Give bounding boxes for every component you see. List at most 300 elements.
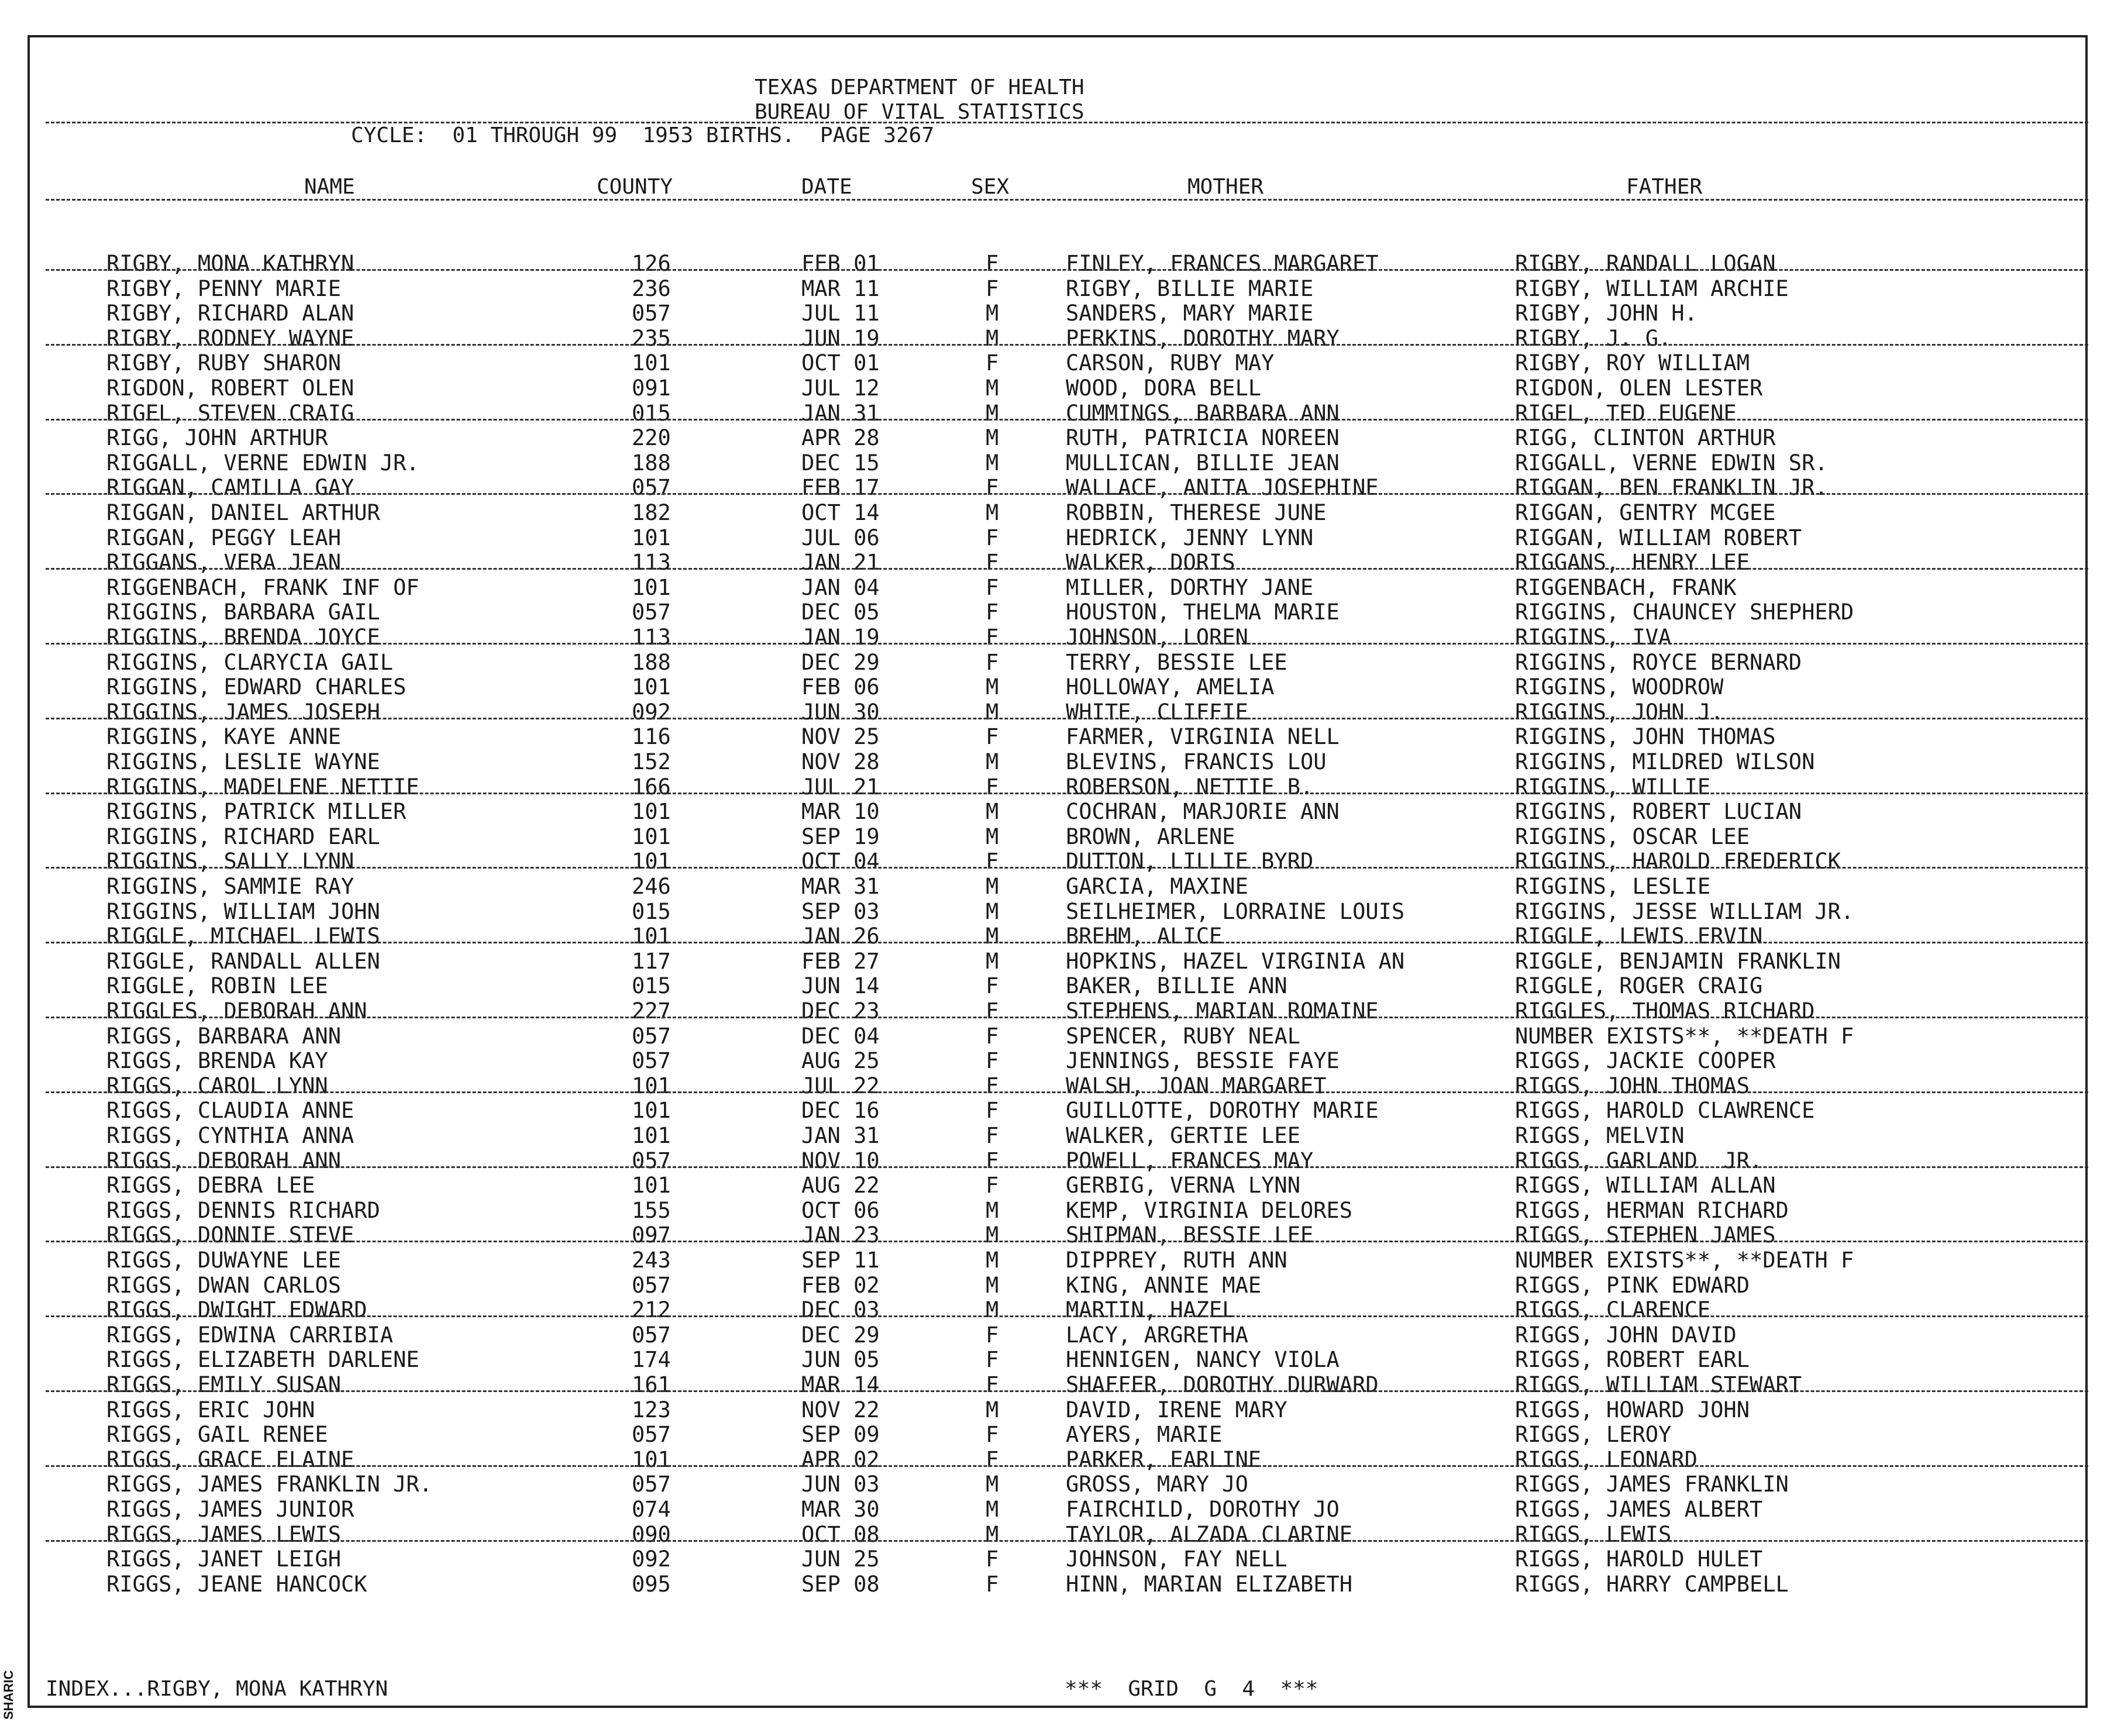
cell-county: 188 xyxy=(632,450,671,476)
cell-sex: M xyxy=(986,874,999,899)
cell-sex: F xyxy=(986,475,999,501)
cell-father: RIGGINS, LESLIE xyxy=(1515,874,1711,899)
table-row xyxy=(0,725,2114,749)
cell-father: RIGGS, CLARENCE xyxy=(1515,1297,1711,1323)
cell-mother: JENNINGS, BESSIE FAYE xyxy=(1066,1048,1340,1074)
cell-name: RIGGLE, ROBIN LEE xyxy=(106,973,328,999)
cell-mother: HENNIGEN, NANCY VIOLA xyxy=(1066,1347,1340,1373)
cell-sex: F xyxy=(986,550,999,576)
cell-sex: M xyxy=(986,500,999,525)
cell-date: JUN 14 xyxy=(801,973,880,999)
cell-mother: SEILHEIMER, LORRAINE LOUIS xyxy=(1066,898,1405,924)
cell-date: NOV 22 xyxy=(801,1397,880,1422)
cell-county: 101 xyxy=(632,674,671,700)
cell-sex: F xyxy=(986,1123,999,1148)
cell-date: FEB 27 xyxy=(801,948,880,974)
cell-mother: GUILLOTTE, DOROTHY MARIE xyxy=(1066,1098,1379,1124)
table-row xyxy=(0,576,2114,600)
table-row xyxy=(0,600,2114,625)
cell-name: RIGGS, DEBRA LEE xyxy=(106,1173,315,1198)
cell-county: 101 xyxy=(632,525,671,550)
table-row xyxy=(0,1497,2114,1522)
table-row xyxy=(0,800,2114,824)
cell-county: 116 xyxy=(632,724,671,750)
cell-name: RIGGS, JAMES FRANKLIN JR. xyxy=(106,1472,432,1497)
cell-sex: M xyxy=(986,1297,999,1323)
cell-name: RIGGALL, VERNE EDWIN JR. xyxy=(106,450,419,476)
cell-mother: PERKINS, DOROTHY MARY xyxy=(1066,325,1340,351)
side-stamp: SHARIC xyxy=(1,1670,16,1720)
cell-date: JAN 31 xyxy=(801,400,880,426)
cell-father: RIGGS, HARRY CAMPBELL xyxy=(1515,1571,1789,1597)
col-header-county: COUNTY xyxy=(597,175,673,199)
cell-father: RIGGINS, JOHN THOMAS xyxy=(1515,724,1776,750)
cell-father: RIGGANS, HENRY LEE xyxy=(1515,550,1750,576)
cell-mother: KEMP, VIRGINIA DELORES xyxy=(1066,1197,1353,1223)
cell-name: RIGGS, ELIZABETH DARLENE xyxy=(106,1347,419,1373)
cell-county: 155 xyxy=(632,1197,671,1223)
cell-date: SEP 19 xyxy=(801,824,880,849)
cell-mother: JOHNSON, LOREN xyxy=(1066,625,1248,650)
cell-sex: M xyxy=(986,924,999,949)
cell-date: DEC 15 xyxy=(801,450,880,476)
cell-father: RIGBY, WILLIAM ARCHIE xyxy=(1515,275,1789,301)
cell-name: RIGDON, ROBERT OLEN xyxy=(106,376,354,401)
cell-father: RIGGS, MELVIN xyxy=(1515,1123,1685,1148)
cell-father: RIGGLE, BENJAMIN FRANKLIN xyxy=(1515,948,1841,974)
cell-date: NOV 25 xyxy=(801,724,880,750)
cell-date: JAN 21 xyxy=(801,550,880,576)
table-row xyxy=(0,451,2114,476)
cell-county: 015 xyxy=(632,973,671,999)
cell-mother: MILLER, DORTHY JANE xyxy=(1066,574,1314,600)
cell-county: 174 xyxy=(632,1347,671,1373)
table-row xyxy=(0,1074,2114,1098)
cell-mother: HOLLOWAY, AMELIA xyxy=(1066,674,1275,700)
cell-name: RIGGS, BARBARA ANN xyxy=(106,1023,341,1049)
cell-sex: F xyxy=(986,600,999,625)
cell-date: OCT 01 xyxy=(801,350,880,376)
table-row xyxy=(0,301,2114,326)
cell-county: 057 xyxy=(632,1023,671,1049)
cell-father: RIGBY, JOHN H. xyxy=(1515,301,1698,326)
cell-name: RIGGS, JAMES JUNIOR xyxy=(106,1497,354,1522)
cell-mother: ROBERSON, NETTIE B. xyxy=(1066,774,1314,800)
cell-date: MAR 11 xyxy=(801,275,880,301)
cell-county: 057 xyxy=(632,1148,671,1173)
cell-sex: M xyxy=(986,325,999,351)
cell-father: NUMBER EXISTS**, **DEATH F xyxy=(1515,1248,1854,1273)
cell-county: 126 xyxy=(632,251,671,276)
cell-name: RIGGS, JEANE HANCOCK xyxy=(106,1571,367,1597)
cell-county: 182 xyxy=(632,500,671,525)
cell-mother: FARMER, VIRGINIA NELL xyxy=(1066,724,1340,750)
cell-sex: F xyxy=(986,724,999,750)
cell-name: RIGGINS, CLARYCIA GAIL xyxy=(106,649,394,675)
cell-date: JAN 19 xyxy=(801,625,880,650)
table-row xyxy=(0,650,2114,675)
cell-father: RIGGINS, OSCAR LEE xyxy=(1515,824,1750,849)
cell-county: 090 xyxy=(632,1521,671,1547)
cell-sex: F xyxy=(986,525,999,550)
cell-name: RIGGS, CYNTHIA ANNA xyxy=(106,1123,354,1148)
cell-date: JUN 30 xyxy=(801,699,880,725)
cell-father: RIGGINS, ROYCE BERNARD xyxy=(1515,649,1802,675)
cell-mother: AYERS, MARIE xyxy=(1066,1422,1223,1448)
cell-date: DEC 23 xyxy=(801,998,880,1024)
table-row xyxy=(0,625,2114,650)
cell-father: RIGGS, LEONARD xyxy=(1515,1446,1698,1472)
cell-sex: M xyxy=(986,301,999,326)
cell-county: 188 xyxy=(632,649,671,675)
cell-date: OCT 14 xyxy=(801,500,880,525)
cell-mother: DIPPREY, RUTH ANN xyxy=(1066,1248,1287,1273)
cell-mother: STEPHENS, MARIAN ROMAINE xyxy=(1066,998,1379,1024)
cell-name: RIGBY, PENNY MARIE xyxy=(106,275,341,301)
cell-date: JAN 26 xyxy=(801,924,880,949)
cell-mother: MULLICAN, BILLIE JEAN xyxy=(1066,450,1340,476)
cell-county: 091 xyxy=(632,376,671,401)
cell-mother: HEDRICK, JENNY LYNN xyxy=(1066,525,1314,550)
cell-mother: FAIRCHILD, DOROTHY JO xyxy=(1066,1497,1340,1522)
cell-sex: F xyxy=(986,1446,999,1472)
table-row xyxy=(0,1248,2114,1273)
cell-sex: F xyxy=(986,973,999,999)
table-row xyxy=(0,700,2114,725)
cell-name: RIGGINS, SALLY LYNN xyxy=(106,849,354,874)
table-row xyxy=(0,277,2114,301)
cell-sex: F xyxy=(986,251,999,276)
cell-name: RIGGS, BRENDA KAY xyxy=(106,1048,328,1074)
cell-father: RIGGINS, JOHN J. xyxy=(1515,699,1724,725)
cell-father: RIGGS, WILLIAM STEWART xyxy=(1515,1372,1802,1397)
cell-county: 113 xyxy=(632,550,671,576)
cell-father: RIGBY, RANDALL LOGAN xyxy=(1515,251,1776,276)
table-row xyxy=(0,1523,2114,1547)
table-row xyxy=(0,1198,2114,1223)
cell-father: RIGDON, OLEN LESTER xyxy=(1515,376,1763,401)
cell-mother: GARCIA, MAXINE xyxy=(1066,874,1248,899)
cell-date: JUN 25 xyxy=(801,1546,880,1572)
cell-mother: HOUSTON, THELMA MARIE xyxy=(1066,600,1340,625)
cell-county: 166 xyxy=(632,774,671,800)
cell-sex: F xyxy=(986,1023,999,1049)
col-header-date: DATE xyxy=(801,175,852,199)
cell-date: MAR 14 xyxy=(801,1372,880,1397)
cell-mother: WALSH, JOAN MARGARET xyxy=(1066,1073,1327,1098)
cell-county: 117 xyxy=(632,948,671,974)
table-row xyxy=(0,326,2114,351)
cell-sex: M xyxy=(986,799,999,825)
cell-county: 095 xyxy=(632,1571,671,1597)
col-header-name: NAME xyxy=(304,175,355,199)
cell-mother: RUTH, PATRICIA NOREEN xyxy=(1066,425,1340,451)
cell-sex: F xyxy=(986,625,999,650)
cell-name: RIGGS, GRACE ELAINE xyxy=(106,1446,354,1472)
cell-father: RIGGINS, ROBERT LUCIAN xyxy=(1515,799,1802,825)
cell-mother: TERRY, BESSIE LEE xyxy=(1066,649,1287,675)
cell-father: RIGGS, LEROY xyxy=(1515,1422,1672,1448)
cell-date: FEB 17 xyxy=(801,475,880,501)
cell-sex: F xyxy=(986,774,999,800)
cell-father: RIGGENBACH, FRANK xyxy=(1515,574,1737,600)
cell-date: DEC 04 xyxy=(801,1023,880,1049)
table-row xyxy=(0,1348,2114,1372)
cell-county: 101 xyxy=(632,1173,671,1198)
cell-date: FEB 02 xyxy=(801,1272,880,1298)
table-row xyxy=(0,401,2114,426)
cell-father: RIGGS, HAROLD CLAWRENCE xyxy=(1515,1098,1815,1124)
cell-father: RIGBY, J. G. xyxy=(1515,325,1672,351)
table-row xyxy=(0,1572,2114,1597)
cell-date: SEP 09 xyxy=(801,1422,880,1448)
cell-name: RIGGINS, SAMMIE RAY xyxy=(106,874,354,899)
cell-date: JUL 11 xyxy=(801,301,880,326)
cell-county: 101 xyxy=(632,350,671,376)
cell-name: RIGGS, CAROL LYNN xyxy=(106,1073,328,1098)
cell-sex: F xyxy=(986,649,999,675)
cell-sex: M xyxy=(986,898,999,924)
cell-mother: FINLEY, FRANCES MARGARET xyxy=(1066,251,1379,276)
cell-mother: ROBBIN, THERESE JUNE xyxy=(1066,500,1327,525)
cell-mother: CUMMINGS, BARBARA ANN xyxy=(1066,400,1340,426)
table-row xyxy=(0,501,2114,525)
cell-mother: WHITE, CLIFFIE xyxy=(1066,699,1248,725)
cell-name: RIGGS, DWAN CARLOS xyxy=(106,1272,341,1298)
cell-county: 057 xyxy=(632,1048,671,1074)
cell-mother: GERBIG, VERNA LYNN xyxy=(1066,1173,1300,1198)
cell-county: 057 xyxy=(632,1422,671,1448)
cell-father: RIGGINS, WOODROW xyxy=(1515,674,1724,700)
cell-name: RIGGS, EMILY SUSAN xyxy=(106,1372,341,1397)
table-row xyxy=(0,825,2114,849)
table-row xyxy=(0,775,2114,800)
cell-county: 101 xyxy=(632,1123,671,1148)
cell-mother: BAKER, BILLIE ANN xyxy=(1066,973,1287,999)
cell-father: RIGBY, ROY WILLIAM xyxy=(1515,350,1750,376)
cell-name: RIGGINS, PATRICK MILLER xyxy=(106,799,407,825)
footer-grid: *** GRID G 4 *** xyxy=(1065,1677,1318,1701)
cell-county: 101 xyxy=(632,1073,671,1098)
cell-name: RIGGINS, RICHARD EARL xyxy=(106,824,380,849)
table-row xyxy=(0,924,2114,949)
cell-sex: M xyxy=(986,1397,999,1422)
cell-mother: SHAFFER, DOROTHY DURWARD xyxy=(1066,1372,1379,1397)
cell-sex: F xyxy=(986,350,999,376)
cell-mother: TAYLOR, ALZADA CLARINE xyxy=(1066,1521,1353,1547)
cell-sex: F xyxy=(986,1546,999,1572)
cell-name: RIGBY, RUBY SHARON xyxy=(106,350,341,376)
cell-county: 101 xyxy=(632,824,671,849)
cell-name: RIGGLE, MICHAEL LEWIS xyxy=(106,924,380,949)
cell-sex: F xyxy=(986,1372,999,1397)
cell-mother: SANDERS, MARY MARIE xyxy=(1066,301,1314,326)
cell-mother: WALLACE, ANITA JOSEPHINE xyxy=(1066,475,1379,501)
table-row xyxy=(0,874,2114,899)
cell-date: JAN 04 xyxy=(801,574,880,600)
cell-father: RIGG, CLINTON ARTHUR xyxy=(1515,425,1776,451)
footer-index: INDEX...RIGBY, MONA KATHRYN xyxy=(46,1677,388,1701)
cell-county: 057 xyxy=(632,1472,671,1497)
cell-father: NUMBER EXISTS**, **DEATH F xyxy=(1515,1023,1854,1049)
col-header-mother: MOTHER xyxy=(1187,175,1264,199)
cell-father: RIGGINS, CHAUNCEY SHEPHERD xyxy=(1515,600,1854,625)
cell-date: NOV 10 xyxy=(801,1148,880,1173)
cell-county: 057 xyxy=(632,600,671,625)
cell-father: RIGGS, ROBERT EARL xyxy=(1515,1347,1750,1373)
cell-sex: F xyxy=(986,1048,999,1074)
cell-date: OCT 04 xyxy=(801,849,880,874)
cell-sex: F xyxy=(986,1347,999,1373)
cell-date: MAR 30 xyxy=(801,1497,880,1522)
cell-date: DEC 16 xyxy=(801,1098,880,1124)
cell-sex: F xyxy=(986,275,999,301)
cell-name: RIGGAN, PEGGY LEAH xyxy=(106,525,341,550)
cell-sex: F xyxy=(986,1073,999,1098)
cell-county: 243 xyxy=(632,1248,671,1273)
cell-name: RIGGS, GAIL RENEE xyxy=(106,1422,328,1448)
cell-county: 101 xyxy=(632,574,671,600)
cell-name: RIGGANS, VERA JEAN xyxy=(106,550,341,576)
cell-date: AUG 22 xyxy=(801,1173,880,1198)
cell-date: JUL 06 xyxy=(801,525,880,550)
cell-father: RIGGS, GARLAND JR. xyxy=(1515,1148,1763,1173)
table-row xyxy=(0,1273,2114,1298)
table-row xyxy=(0,1398,2114,1422)
cell-date: JUN 05 xyxy=(801,1347,880,1373)
cell-sex: F xyxy=(986,1173,999,1198)
cell-county: 212 xyxy=(632,1297,671,1323)
cell-name: RIGGS, DUWAYNE LEE xyxy=(106,1248,341,1273)
table-row xyxy=(0,949,2114,974)
cell-father: RIGGINS, MILDRED WILSON xyxy=(1515,749,1815,774)
table-row xyxy=(0,1173,2114,1198)
cell-date: OCT 08 xyxy=(801,1521,880,1547)
cell-date: DEC 29 xyxy=(801,649,880,675)
cell-county: 057 xyxy=(632,1272,671,1298)
cell-name: RIGGS, DENNIS RICHARD xyxy=(106,1197,380,1223)
table-row xyxy=(0,1223,2114,1248)
cell-name: RIGGS, EDWINA CARRIBIA xyxy=(106,1322,394,1348)
cell-sex: M xyxy=(986,1497,999,1522)
cell-name: RIGGLES, DEBORAH ANN xyxy=(106,998,367,1024)
cell-mother: CARSON, RUBY MAY xyxy=(1066,350,1275,376)
cell-name: RIGGINS, BRENDA JOYCE xyxy=(106,625,380,650)
cell-name: RIGGS, JANET LEIGH xyxy=(106,1546,341,1572)
cell-county: 057 xyxy=(632,1322,671,1348)
table-row xyxy=(0,526,2114,550)
table-row xyxy=(0,1547,2114,1572)
cell-sex: F xyxy=(986,998,999,1024)
cell-sex: M xyxy=(986,699,999,725)
cell-father: RIGGALL, VERNE EDWIN SR. xyxy=(1515,450,1828,476)
cell-mother: SHIPMAN, BESSIE LEE xyxy=(1066,1222,1314,1248)
cell-name: RIGGINS, JAMES JOSEPH xyxy=(106,699,380,725)
table-row xyxy=(0,900,2114,924)
table-row xyxy=(0,376,2114,401)
cell-sex: M xyxy=(986,376,999,401)
cell-name: RIGGS, DONNIE STEVE xyxy=(106,1222,354,1248)
cell-mother: JOHNSON, FAY NELL xyxy=(1066,1546,1287,1572)
cell-county: 101 xyxy=(632,924,671,949)
cell-date: FEB 01 xyxy=(801,251,880,276)
cell-date: DEC 05 xyxy=(801,600,880,625)
table-row xyxy=(0,1422,2114,1447)
cell-sex: M xyxy=(986,674,999,700)
cell-name: RIGGINS, LESLIE WAYNE xyxy=(106,749,380,774)
cell-county: 015 xyxy=(632,400,671,426)
table-row xyxy=(0,1373,2114,1397)
cell-date: AUG 25 xyxy=(801,1048,880,1074)
cell-county: 101 xyxy=(632,799,671,825)
cell-sex: M xyxy=(986,1521,999,1547)
cell-name: RIGGAN, CAMILLA GAY xyxy=(106,475,354,501)
cell-name: RIGGS, ERIC JOHN xyxy=(106,1397,315,1422)
cell-name: RIGGINS, MADELENE NETTIE xyxy=(106,774,419,800)
cell-county: 123 xyxy=(632,1397,671,1422)
cell-county: 113 xyxy=(632,625,671,650)
col-header-father: FATHER xyxy=(1626,175,1703,199)
cell-sex: M xyxy=(986,1272,999,1298)
table-row xyxy=(0,1024,2114,1049)
cell-father: RIGGINS, JESSE WILLIAM JR. xyxy=(1515,898,1854,924)
cell-name: RIGGS, JAMES LEWIS xyxy=(106,1521,341,1547)
cell-mother: WOOD, DORA BELL xyxy=(1066,376,1262,401)
table-row xyxy=(0,1323,2114,1348)
cell-county: 097 xyxy=(632,1222,671,1248)
cell-father: RIGGAN, BEN FRANKLIN JR. xyxy=(1515,475,1828,501)
cell-mother: WALKER, DORIS xyxy=(1066,550,1235,576)
cell-name: RIGGINS, WILLIAM JOHN xyxy=(106,898,380,924)
cell-father: RIGGS, JOHN DAVID xyxy=(1515,1322,1737,1348)
cell-county: 015 xyxy=(632,898,671,924)
cell-mother: DUTTON, LILLIE BYRD xyxy=(1066,849,1314,874)
cell-mother: COCHRAN, MARJORIE ANN xyxy=(1066,799,1340,825)
cell-county: 101 xyxy=(632,849,671,874)
cell-name: RIGGINS, EDWARD CHARLES xyxy=(106,674,407,700)
cell-name: RIGGS, DEBORAH ANN xyxy=(106,1148,341,1173)
cell-county: 057 xyxy=(632,475,671,501)
cell-father: RIGEL, TED EUGENE xyxy=(1515,400,1737,426)
cell-mother: LACY, ARGRETHA xyxy=(1066,1322,1248,1348)
cell-father: RIGGLES, THOMAS RICHARD xyxy=(1515,998,1815,1024)
cell-father: RIGGS, JAMES FRANKLIN xyxy=(1515,1472,1789,1497)
cell-county: 074 xyxy=(632,1497,671,1522)
cell-date: DEC 03 xyxy=(801,1297,880,1323)
cell-mother: KING, ANNIE MAE xyxy=(1066,1272,1262,1298)
cell-name: RIGGINS, KAYE ANNE xyxy=(106,724,341,750)
table-row xyxy=(0,999,2114,1024)
table-row xyxy=(0,252,2114,276)
cell-date: DEC 29 xyxy=(801,1322,880,1348)
cell-county: 101 xyxy=(632,1098,671,1124)
cell-date: OCT 06 xyxy=(801,1197,880,1223)
cell-date: MAR 10 xyxy=(801,799,880,825)
cell-date: JUL 22 xyxy=(801,1073,880,1098)
cell-father: RIGGS, JOHN THOMAS xyxy=(1515,1073,1750,1098)
cell-date: MAR 31 xyxy=(801,874,880,899)
cell-father: RIGGS, JACKIE COOPER xyxy=(1515,1048,1776,1074)
cell-sex: F xyxy=(986,1422,999,1448)
cell-sex: M xyxy=(986,450,999,476)
bureau-title: BUREAU OF VITAL STATISTICS xyxy=(755,100,1084,124)
cell-name: RIGGENBACH, FRANK INF OF xyxy=(106,574,419,600)
cell-father: RIGGS, HOWARD JOHN xyxy=(1515,1397,1750,1422)
cell-county: 101 xyxy=(632,1446,671,1472)
cell-county: 235 xyxy=(632,325,671,351)
cell-name: RIGGAN, DANIEL ARTHUR xyxy=(106,500,380,525)
cell-date: SEP 08 xyxy=(801,1571,880,1597)
